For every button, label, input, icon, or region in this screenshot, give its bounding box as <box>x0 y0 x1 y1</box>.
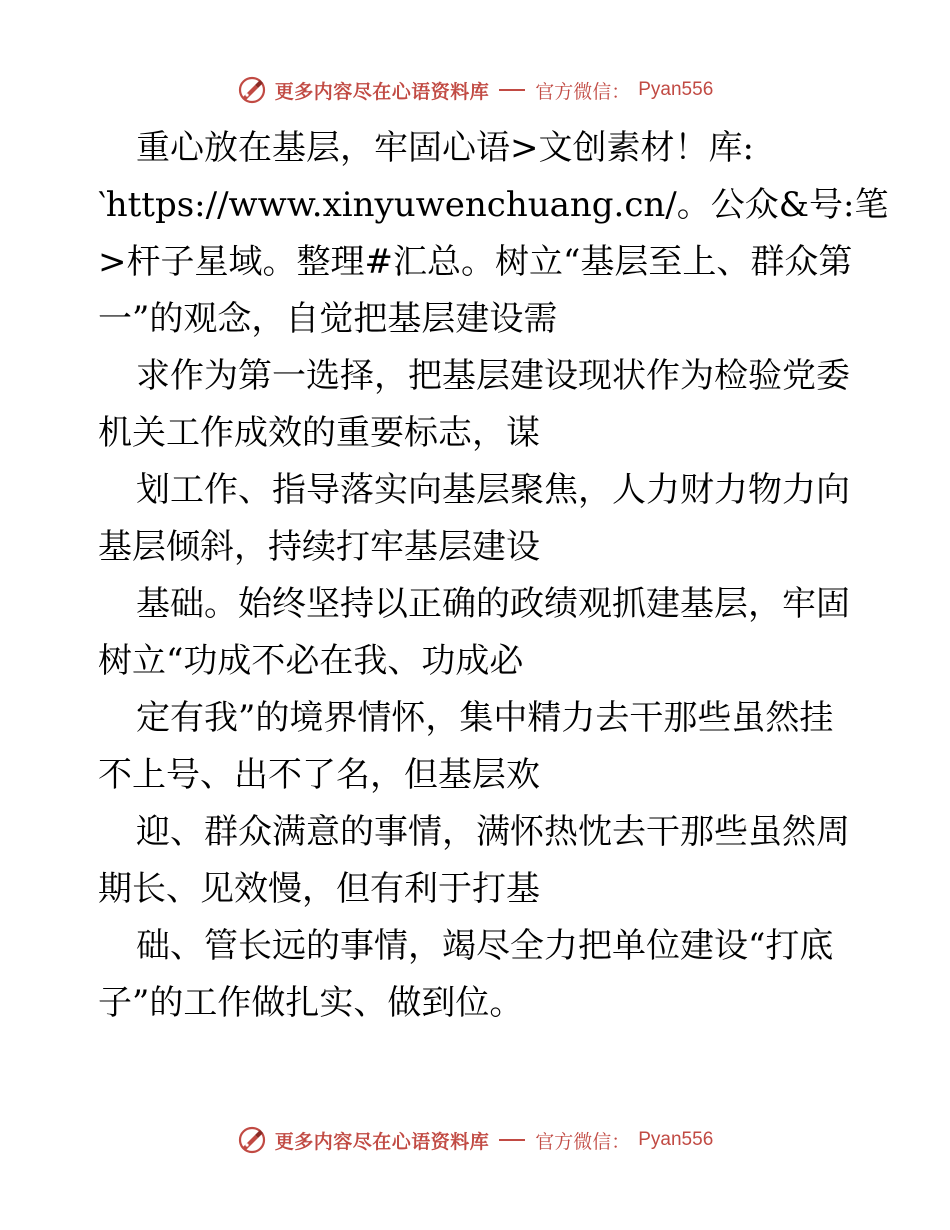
body-line: 子”的工作做扎实、做到位。 <box>98 983 524 1023</box>
banner-contact-id: Pyan556 <box>638 1129 714 1150</box>
body-line: >杆子星域。整理#汇总。树立“基层至上、群众第 <box>98 242 853 282</box>
banner-dash <box>499 89 525 91</box>
pen-logo-icon <box>237 75 267 105</box>
body-line: 不上号、出不了名，但基层欢 <box>98 755 540 795</box>
footer-banner <box>0 1120 950 1160</box>
body-line: 求作为第一选择，把基层建设现状作为检验党委 <box>136 356 850 396</box>
body-line: 础、管长远的事情，竭尽全力把单位建设“打底 <box>136 926 834 966</box>
body-line: 树立“功成不必在我、功成必 <box>98 641 524 681</box>
body-line: 迎、群众满意的事情，满怀热忱去干那些虽然周 <box>136 812 850 852</box>
body-line: 基础。始终坚持以正确的政绩观抓建基层，牢固 <box>136 584 850 624</box>
body-line: 重心放在基层，牢固心语>文创素材！库: <box>136 128 754 168</box>
banner-contact-label: 官方微信： <box>535 1130 631 1153</box>
header-banner <box>0 70 950 110</box>
pen-logo-icon <box>237 1125 267 1155</box>
document-body <box>98 120 889 1032</box>
body-line: 定有我”的境界情怀，集中精力去干那些虽然挂 <box>136 698 834 738</box>
body-line: 基层倾斜，持续打牢基层建设 <box>98 527 540 567</box>
banner-dash <box>499 1139 525 1141</box>
body-line: 一”的观念，自觉把基层建设需 <box>98 299 558 339</box>
banner-contact-label: 官方微信： <box>535 80 631 103</box>
body-line: ‵https://www.xinyuwenchuang.cn/。公众&号:笔 <box>98 185 889 225</box>
body-line: 机关工作成效的重要标志，谋 <box>98 413 540 453</box>
body-line: 划工作、指导落实向基层聚焦，人力财力物力向 <box>136 470 850 510</box>
banner-contact-id: Pyan556 <box>638 79 714 100</box>
banner-slogan: 更多内容尽在心语资料库 <box>274 80 490 103</box>
banner-slogan: 更多内容尽在心语资料库 <box>274 1130 490 1153</box>
body-line: 期长、见效慢，但有利于打基 <box>98 869 540 909</box>
